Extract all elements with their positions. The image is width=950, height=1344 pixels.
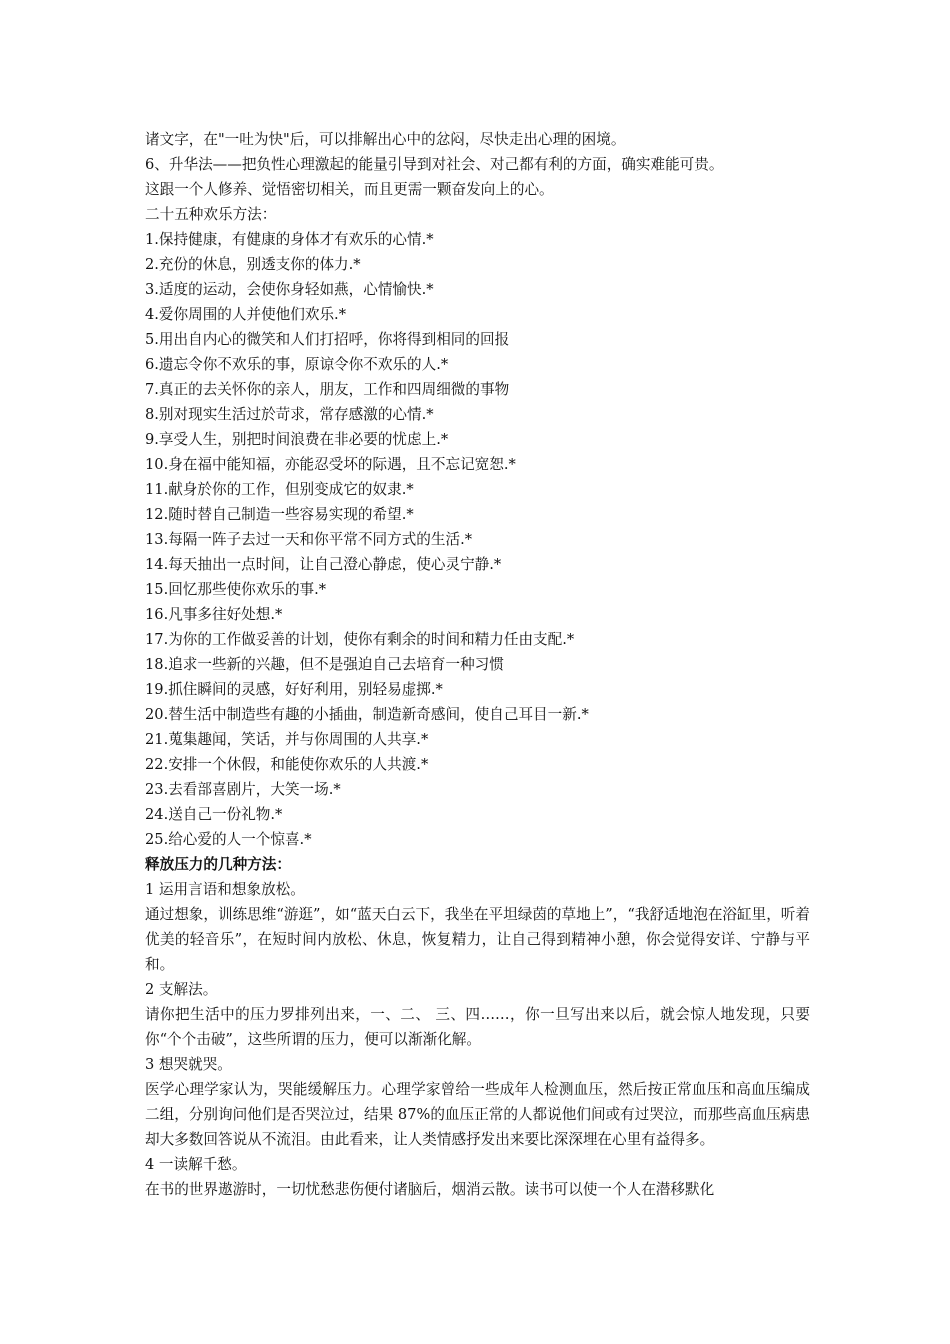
- list-item: 25.给心爱的人一个惊喜.*: [145, 831, 312, 848]
- list-item: 12.随时替自己制造一些容易实现的希望.*: [145, 506, 414, 523]
- list-item: 23.去看部喜剧片，大笑一场.*: [145, 781, 341, 798]
- stress-section-body: 通过想象，训练思维“游逛”，如“蓝天白云下，我坐在平坦绿茵的草地上”，“我舒适地泡在浴缸里，听着优美的轻音乐”，在短时间内放松、休息，恢复精力，让自己得到精神小憩，你会觉得安详、宁静与平和。: [145, 906, 810, 973]
- list-item: 17.为你的工作做妥善的计划，使你有剩余的时间和精力任由支配.*: [145, 631, 575, 648]
- list-item: 6.遗忘令你不欢乐的事，原谅令你不欢乐的人.*: [145, 356, 449, 373]
- section-heading-stress: 释放压力的几种方法：: [145, 856, 291, 873]
- list-item: 9.享受人生，别把时间浪费在非必要的忧虑上.*: [145, 431, 449, 448]
- list-item: 7.真正的去关怀你的亲人，朋友，工作和四周细微的事物: [145, 381, 510, 398]
- section-title-happiness: 二十五种欢乐方法：: [145, 206, 277, 223]
- list-item: 4.爱你周围的人并使他们欢乐.*: [145, 306, 346, 323]
- list-item: 20.替生活中制造些有趣的小插曲，制造新奇感间，使自己耳目一新.*: [145, 706, 589, 723]
- list-item: 3.适度的运动，会使你身轻如燕，心情愉快.*: [145, 281, 434, 298]
- stress-section: [145, 977, 810, 1052]
- list-item: 11.献身於你的工作，但别变成它的奴隶.*: [145, 481, 414, 498]
- stress-section-title: 4 一读解千愁。: [145, 1156, 247, 1173]
- intro-line: 诸文字，在"一吐为快"后，可以排解出心中的忿闷，尽快走出心理的困境。: [145, 131, 626, 148]
- stress-section: [145, 1152, 810, 1202]
- list-item: 24.送自己一份礼物.*: [145, 806, 283, 823]
- stress-section-title: 3 想哭就哭。: [145, 1056, 232, 1073]
- list-item: 5.用出自内心的微笑和人们打招呼，你将得到相同的回报: [145, 331, 510, 348]
- intro-line: 这跟一个人修养、觉悟密切相关，而且更需一颗奋发向上的心。: [145, 181, 554, 198]
- happiness-methods-list: [145, 227, 810, 852]
- stress-section: [145, 877, 810, 977]
- list-item: 18.追求一些新的兴趣，但不是强迫自己去培育一种习惯: [145, 656, 504, 673]
- document-body: [145, 127, 810, 1202]
- list-item: 13.每隔一阵子去过一天和你平常不同方式的生活.*: [145, 531, 473, 548]
- stress-section-body: 在书的世界遨游时，一切忧愁悲伤便付诸脑后，烟消云散。读书可以使一个人在潜移默化: [145, 1181, 715, 1198]
- intro-line: 6、升华法——把负性心理激起的能量引导到对社会、对己都有利的方面，确实难能可贵。: [145, 156, 724, 173]
- stress-section-body: 请你把生活中的压力罗排列出来，一、二、 三、四……，你一旦写出来以后，就会惊人地发现，只要你“个个击破”，这些所谓的压力，便可以渐渐化解。: [145, 1006, 810, 1048]
- list-item: 10.身在福中能知福，亦能忍受坏的际遇，且不忘记宽恕.*: [145, 456, 516, 473]
- list-item: 1.保持健康，有健康的身体才有欢乐的心情.*: [145, 231, 434, 248]
- list-item: 21.蒐集趣闻，笑话，并与你周围的人共享.*: [145, 731, 429, 748]
- list-item: 15.回忆那些使你欢乐的事.*: [145, 581, 327, 598]
- list-item: 2.充份的休息，别透支你的体力.*: [145, 256, 361, 273]
- list-item: 8.别对现实生活过於苛求，常存感激的心情.*: [145, 406, 434, 423]
- stress-section-title: 1 运用言语和想象放松。: [145, 881, 305, 898]
- stress-section-title: 2 支解法。: [145, 981, 218, 998]
- list-item: 22.安排一个休假，和能使你欢乐的人共渡.*: [145, 756, 429, 773]
- list-item: 14.每天抽出一点时间，让自己澄心静虑，使心灵宁静.*: [145, 556, 502, 573]
- list-item: 16.凡事多往好处想.*: [145, 606, 283, 623]
- stress-section-body: 医学心理学家认为，哭能缓解压力。心理学家曾给一些成年人检测血压，然后按正常血压和高血压编成二组，分别询问他们是否哭泣过，结果 87%的血压正常的人都说他们间或有过哭泣，而那些高血压病患却大多数回答说从不流泪。由此看来，让人类情感抒发出来要比深深埋在心里有益得多。: [145, 1081, 810, 1148]
- list-item: 19.抓住瞬间的灵感，好好利用，别轻易虚掷.*: [145, 681, 443, 698]
- stress-section: [145, 1052, 810, 1152]
